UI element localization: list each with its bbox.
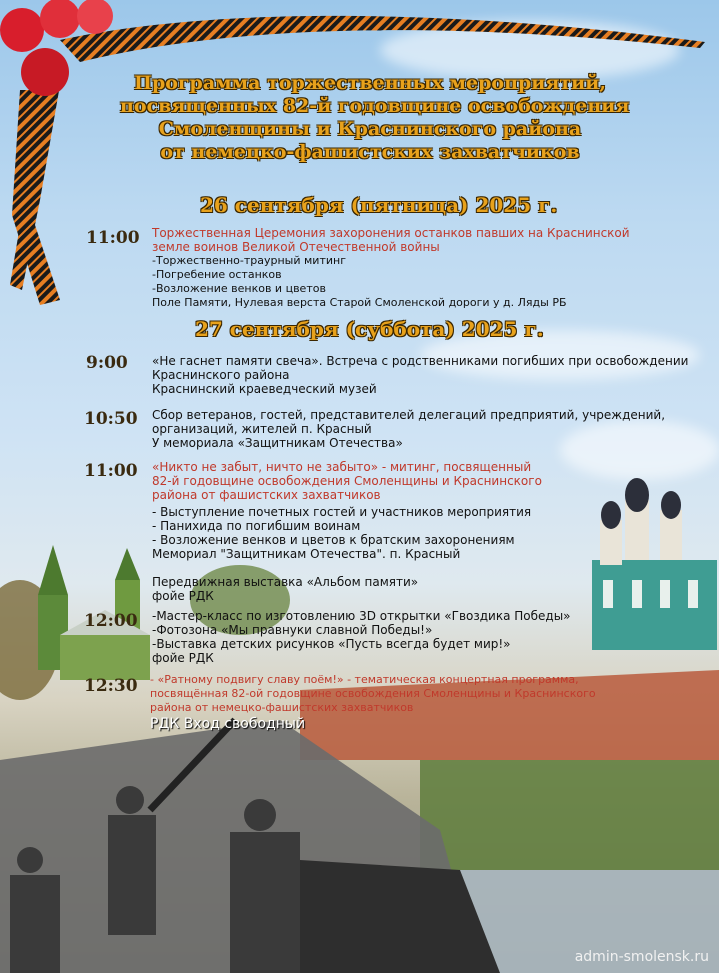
- event-line: У мемориала «Защитникам Отечества»: [152, 436, 403, 450]
- event-title: посвящённая 82-ой годовщине освобождения Смоленщины и Краснинского: [150, 687, 596, 700]
- event-line: Мемориал "Защитникам Отечества". п. Красный: [152, 547, 461, 561]
- event-block: [152, 460, 542, 603]
- event-title: района от немецко-фашистских захватчиков: [150, 701, 414, 714]
- event-title: - «Ратному подвигу славу поём!» - тематическая концертная программа,: [150, 673, 579, 686]
- event-line: фойе РДК: [152, 651, 214, 665]
- event-line: -Возложение венков и цветов: [152, 282, 326, 295]
- event-title: «Никто не забыт, ничто не забыто» - митинг, посвященный: [152, 460, 532, 474]
- title-line: посвященных 82-й годовщине освобождения: [120, 95, 630, 117]
- event-title: Торжественная Церемония захоронения останков павших на Краснинской: [152, 226, 630, 240]
- event-block: [150, 673, 596, 731]
- event-line: -Торжественно-траурный митинг: [152, 254, 346, 267]
- event-line: организаций, жителей п. Красный: [152, 422, 372, 436]
- event-time: 9:00: [86, 353, 128, 373]
- event-line: - Панихида по погибшим воинам: [152, 519, 361, 533]
- event-block: [152, 354, 688, 396]
- event-time: 11:00: [84, 461, 138, 481]
- event-block: [152, 609, 571, 665]
- cathedral-icon: [592, 478, 717, 650]
- event-line: - Возложение венков и цветов к братским захоронениям: [152, 533, 515, 547]
- event-line: фойе РДК: [152, 589, 214, 603]
- event-line: «Не гаснет памяти свеча». Встреча с родственниками погибших при освобождении: [152, 354, 689, 368]
- watermark: admin-smolensk.ru: [574, 949, 709, 965]
- title-line: Программа торжественных мероприятий,: [134, 72, 606, 94]
- event-line: Поле Памяти, Нулевая верста Старой Смоленской дороги у д. Ляды РБ: [152, 296, 567, 309]
- event-line: Краснинского района: [152, 368, 290, 382]
- event-line: Передвижная выставка «Альбом памяти»: [152, 575, 419, 589]
- day-heading: 26 сентября (пятница) 2025 г.: [200, 193, 558, 217]
- event-block: [152, 226, 630, 310]
- event-line: -Мастер-класс по изготовлению 3D открытки «Гвоздика Победы»: [152, 609, 571, 623]
- event-line: -Выставка детских рисунков «Пусть всегда будет мир!»: [152, 637, 511, 651]
- event-time: 11:00: [86, 228, 140, 248]
- forest: [420, 760, 719, 870]
- event-time: 12:30: [84, 676, 138, 696]
- event-line: - Выступление почетных гостей и участников мероприятия: [152, 505, 532, 519]
- title-line: Смоленщины и Краснинского района: [158, 118, 582, 140]
- day-heading: 27 сентября (суббота) 2025 г.: [195, 317, 544, 341]
- event-line: РДК Вход свободный: [150, 716, 306, 732]
- event-title: 82-й годовщине освобождения Смоленщины и Краснинского: [152, 474, 542, 488]
- event-line: Краснинский краеведческий музей: [152, 382, 377, 396]
- event-line: [152, 561, 542, 575]
- event-title: района от фашистских захватчиков: [152, 488, 381, 502]
- event-line: -Погребение останков: [152, 268, 282, 281]
- event-block: [152, 408, 665, 450]
- event-time: 10:50: [84, 409, 138, 429]
- event-title: земле воинов Великой Отечественной войны: [152, 240, 440, 254]
- event-line: -Фотозона «Мы правнуки славной Победы!»: [152, 623, 433, 637]
- event-time: 12:00: [84, 611, 138, 631]
- page-title: [120, 72, 630, 164]
- event-line: Сбор ветеранов, гостей, представителей делегаций предприятий, учреждений,: [152, 408, 666, 422]
- title-line: от немецко-фашистских захватчиков: [160, 141, 580, 163]
